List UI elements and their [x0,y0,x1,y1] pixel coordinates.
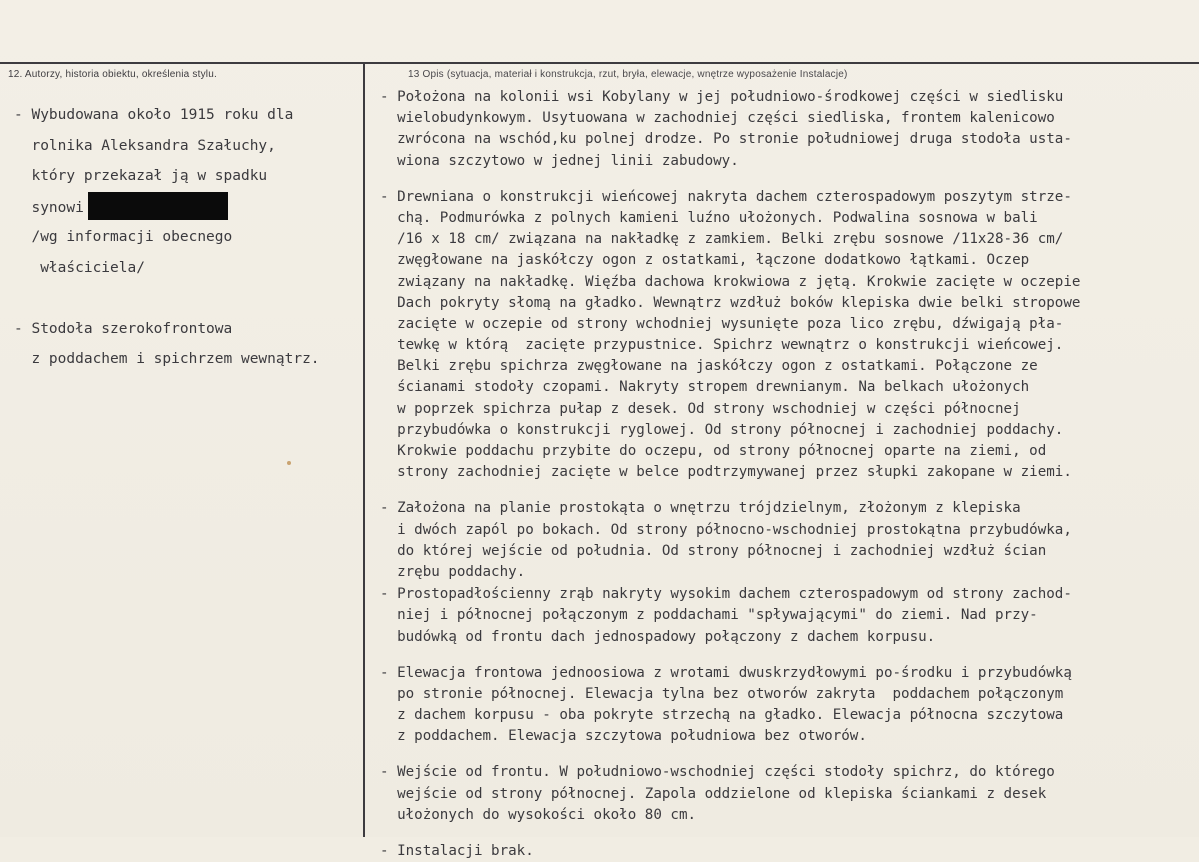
description-line: chą. Podmurówka z polnych kamieni luźno ułożonych. Podwalina sosnowa w bali [380,209,1038,226]
description-paragraph [380,87,1192,172]
description-line: - Drewniana o konstrukcji wieńcowej nakryta dachem czterospadowym poszytym strze- [380,188,1072,205]
description-line: - Instalacji brak. [380,843,534,859]
description-line: strony zachodniej zacięte w belce podtrzymywanej przez słupki zakopane w ziemi. [380,464,1072,481]
paper-spot [287,461,291,465]
history-line: z poddachem i spichrzem wewnątrz. [14,351,320,367]
description-line: w poprzek spichrza pułap z desek. Od strony wschodniej w części północnej [380,400,1021,417]
description-paragraph [380,584,1192,648]
description-paragraph [380,498,1192,583]
description-line: do której wejście od południa. Od strony północnej i zachodniej wzdłuż ścian [380,542,1047,559]
history-line-text: synowi [14,199,84,216]
description-line: po stronie północnej. Elewacja tylna bez otworów zakryta poddachem połączonym [380,685,1064,702]
description-column [380,87,1192,862]
history-line [14,192,359,223]
paragraph-gap [380,648,1192,663]
description-line: związany na nakładkę. Więźba dachowa krokwiowa z jętą. Krokwie zacięte w oczepie [380,273,1081,290]
description-line: - Położona na kolonii wsi Kobylany w jej południowo-środkowej części w siedlisku [380,89,1064,105]
description-line: Dach pokryty słomą na gładko. Wewnątrz wzdłuż boków klepiska dwie belki stropowe [380,294,1081,311]
description-line: ścianami stodoły czopami. Nakryty stropem drewnianym. Na belkach ułożonych [380,379,1030,396]
description-line: wiona szczytowo w jednej linii zabudowy. [380,152,739,169]
description-line: /16 x 18 cm/ związana na nakładkę z zamkiem. Belki zrębu sosnowe /11x28-36 cm/ [380,231,1064,248]
history-line: - Wybudowana około 1915 roku dla [14,107,294,123]
paragraph-gap [380,826,1192,841]
description-line: zrębu poddachy. [380,563,526,580]
description-paragraph [380,663,1192,748]
description-line: - Prostopadłościenny zrąb nakryty wysokim dachem czterospadowym od strony zachod- [380,586,1072,603]
description-line: - Założona na planie prostokąta o wnętrzu trójdzielnym, złożonym z klepiska [380,500,1021,517]
history-line [14,283,359,314]
description-paragraph [380,187,1192,484]
description-line: zwrócona na wschód,ku polnej drodze. Po stronie południowej druga stodoła usta- [380,131,1072,148]
description-line: niej i północnej połączonym z poddachami "spływającymi" do ziemi. Nad przy- [380,607,1038,624]
description-line: ułożonych do wysokości około 80 cm. [380,806,697,823]
column-divider [363,62,365,837]
redaction-block [88,192,228,220]
description-line: z dachem korpusu - oba pokryte strzechą na gładko. Elewacja północna szczytowa [380,707,1064,724]
description-paragraph [380,841,1192,862]
description-line: z poddachem. Elewacja szczytowa południowa bez otworów. [380,728,867,745]
paragraph-gap [380,483,1192,498]
section-13-header: 13 Opis (sytuacja, materiał i konstrukcja, rzut, bryła, elewacje, wnętrze wyposażenie Instalacje) [408,69,848,80]
history-line: który przekazał ją w spadku [14,168,268,184]
history-line: - Stodoła szerokofrontowa [14,320,233,337]
description-line: zwęgłowane na jaskółczy ogon z ostatkami, łączone dodatkowo łątkami. Oczep [380,252,1030,269]
paragraph-gap [380,172,1192,187]
description-line: Belki zrębu spichrza zwęgłowane na jaskółczy ogon z ostatkami. Połączone ze [380,358,1038,375]
description-line: Krokwie poddachu przybite do oczepu, od strony północnej oparte na ziemi, od [380,443,1047,459]
description-line: wejście od strony północnej. Zapola oddzielone od klepiska ściankami z desek [380,785,1047,802]
section-12-header: 12. Autorzy, historia obiektu, określenia stylu. [8,69,217,80]
paragraph-gap [380,747,1192,762]
description-line: budówką od frontu dach jednospadowy połączony z dachem korpusu. [380,628,936,645]
header-divider [0,62,1199,64]
history-line: właściciela/ [14,259,145,276]
description-line: przybudówka o konstrukcji ryglowej. Od strony północnej i zachodniej poddachy. [380,421,1064,438]
description-paragraph [380,762,1192,826]
history-line: rolnika Aleksandra Szałuchy, [14,137,276,154]
description-line: - Wejście od frontu. W południowo-wschodniej części stodoły spichrz, do którego [380,764,1055,781]
description-line: wielobudynkowym. Usytuowana w zachodniej części siedliska, frontem kalenicowo [380,110,1055,127]
description-line: i dwóch zapól po bokach. Od strony północno-wschodniej prostokątna przybudówka, [380,521,1072,538]
description-line: - Elewacja frontowa jednoosiowa z wrotami dwuskrzydłowymi po-środku i przybudówką [380,664,1072,681]
description-line: zacięte w oczepie od strony wchodniej wysunięte poza lico zrębu, dźwigają pła- [380,315,1064,332]
history-column [14,100,359,375]
description-line: tewkę w którą zacięte przypustnice. Spichrz wewnątrz o konstrukcji wieńcowej. [380,337,1064,354]
history-line: /wg informacji obecnego [14,229,233,245]
